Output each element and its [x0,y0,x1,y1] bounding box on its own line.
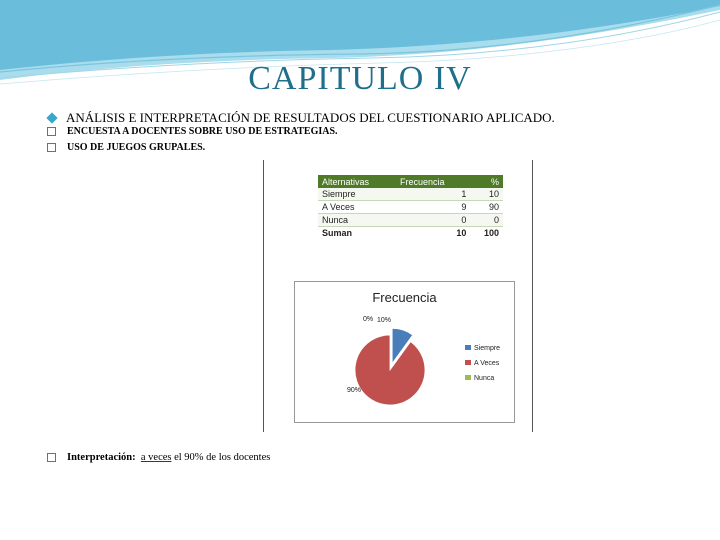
data-label-nunca: 0% [363,316,374,323]
pie-chart [294,281,515,423]
bullet-survey [46,126,338,137]
bullet-interpretation [46,452,270,463]
bullet-text: ANÁLISIS E INTERPRETACIÓN DE RESULTADOS DEL CUESTIONARIO APLICADO. [66,110,555,125]
interpretation-text: el 90% de los docentes [171,452,271,463]
data-label-siempre: 10% [377,317,392,324]
legend-swatch [465,360,471,365]
cell-percent: 0 [470,214,503,227]
legend-label: Siempre [474,345,501,352]
bullet-analysis [46,110,555,126]
bullet-text: ENCUESTA A DOCENTES SOBRE USO DE ESTRATEGIAS. [67,126,338,137]
cell-alternativa: Suman [322,228,353,238]
header-frecuencia: Frecuencia [396,175,470,188]
interpretation-label: Interpretación: [67,452,136,463]
legend-swatch [465,375,471,380]
pie-slice-a-veces [355,335,425,405]
interpretation-highlight: a veces [140,452,172,463]
table-row [318,214,503,227]
cell-alternativa: A Veces [318,201,396,214]
results-table [318,175,503,239]
cell-alternativa: Nunca [318,214,396,227]
cell-frecuencia: 10 [456,228,467,238]
table-row-total [318,227,503,240]
checkbox-icon [47,453,56,462]
table-row [318,201,503,214]
diamond-icon [46,112,57,123]
legend-label: A Veces [474,360,500,367]
data-label-a-veces: 90% [347,387,362,394]
cell-alternativa: Siempre [318,188,396,201]
cell-percent: 90 [470,201,503,214]
cell-percent: 100 [483,228,499,238]
cell-frecuencia: 0 [396,214,470,227]
bullet-games [46,142,205,153]
cell-frecuencia: 9 [396,201,470,214]
cell-frecuencia: 1 [396,188,470,201]
checkbox-icon [47,143,56,152]
chart-title: Frecuencia [372,290,437,305]
bullet-text: USO DE JUEGOS GRUPALES. [67,142,206,153]
legend-swatch [465,345,471,350]
header-alternativas: Alternativas [318,175,396,188]
table-row [318,188,503,201]
pie-chart-svg [295,282,514,422]
checkbox-icon [47,127,56,136]
cell-percent: 10 [470,188,503,201]
header-percent: % [470,175,503,188]
slide-title: CAPITULO IV [248,60,472,97]
legend-label: Nunca [474,375,495,382]
